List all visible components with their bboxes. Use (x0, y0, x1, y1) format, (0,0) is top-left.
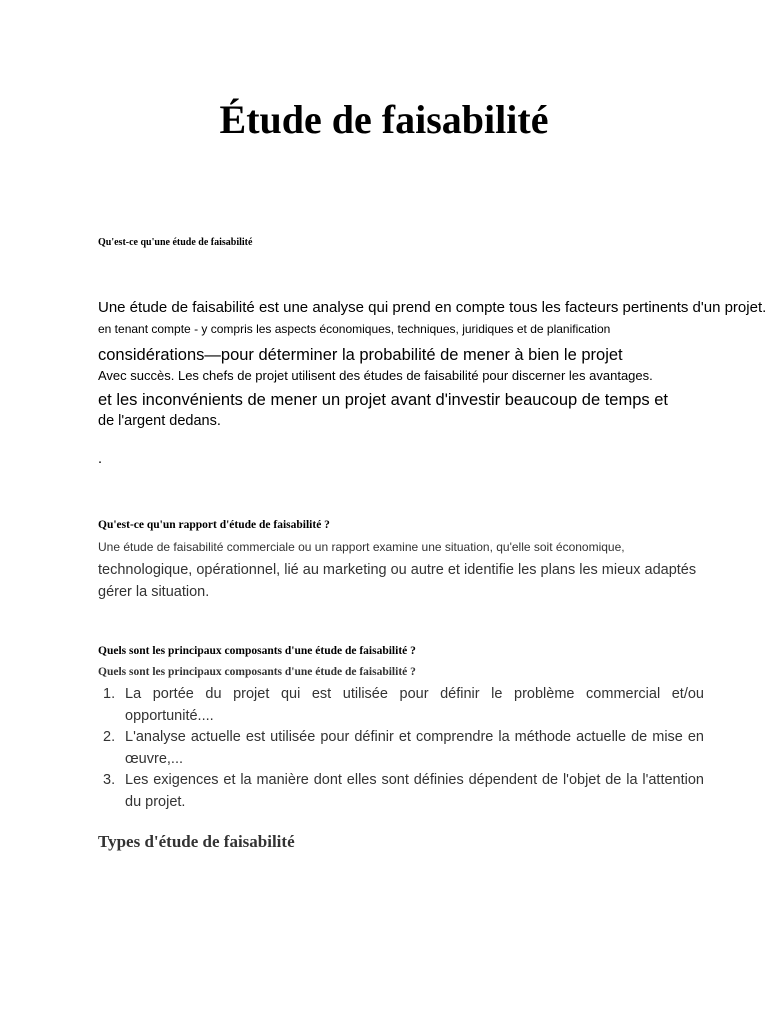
section-heading-components-repeat: Quels sont les principaux composants d'une étude de faisabilité ? (98, 666, 416, 678)
list-item-text: L'analyse actuelle est utilisée pour définir et comprendre la méthode actuelle de mise en œuvre,... (125, 729, 704, 767)
list-item-number: 2. (103, 729, 116, 745)
list-item (98, 770, 704, 813)
list-item (98, 684, 704, 727)
paragraph-line: gérer la situation. (98, 584, 210, 600)
paragraph-line: considérations—pour déterminer la probabilité de mener à bien le projet (98, 346, 623, 364)
section-heading-report: Qu'est-ce qu'un rapport d'étude de faisabilité ? (98, 519, 330, 531)
paragraph-line: de l'argent dedans. (98, 413, 221, 429)
list-item (98, 727, 704, 770)
paragraph-line: Une étude de faisabilité est une analyse qui prend en compte tous les facteurs pertinents d'un projet. (98, 299, 767, 316)
paragraph-line: technologique, opérationnel, lié au marketing ou autre et identifie les plans les mieux adaptés (98, 562, 697, 578)
list-item-text: Les exigences et la manière dont elles sont définies dépendent de l'objet de la l'attention du projet. (125, 772, 704, 810)
list-item-text: La portée du projet qui est utilisée pour définir le problème commercial et/ou opportunité.... (125, 686, 704, 724)
paragraph-line: et les inconvénients de mener un projet avant d'investir beaucoup de temps et (98, 391, 668, 409)
section-heading-types: Types d'étude de faisabilité (98, 832, 295, 851)
paragraph-line: en tenant compte - y compris les aspects économiques, techniques, juridiques et de planification (98, 322, 611, 336)
list-item-number: 3. (103, 772, 116, 788)
section-heading-components: Quels sont les principaux composants d'une étude de faisabilité ? (98, 645, 416, 657)
paragraph-line: Une étude de faisabilité commerciale ou un rapport examine une situation, qu'elle soit économique, (98, 540, 625, 554)
paragraph-line: Avec succès. Les chefs de projet utilisent des études de faisabilité pour discerner les avantages. (98, 368, 653, 383)
list-item-number: 1. (103, 686, 116, 702)
section-heading-definition: Qu'est-ce qu'une étude de faisabilité (98, 237, 253, 248)
page-title: Étude de faisabilité (219, 97, 549, 142)
trailing-dot: . (98, 451, 103, 467)
components-list (98, 684, 704, 813)
